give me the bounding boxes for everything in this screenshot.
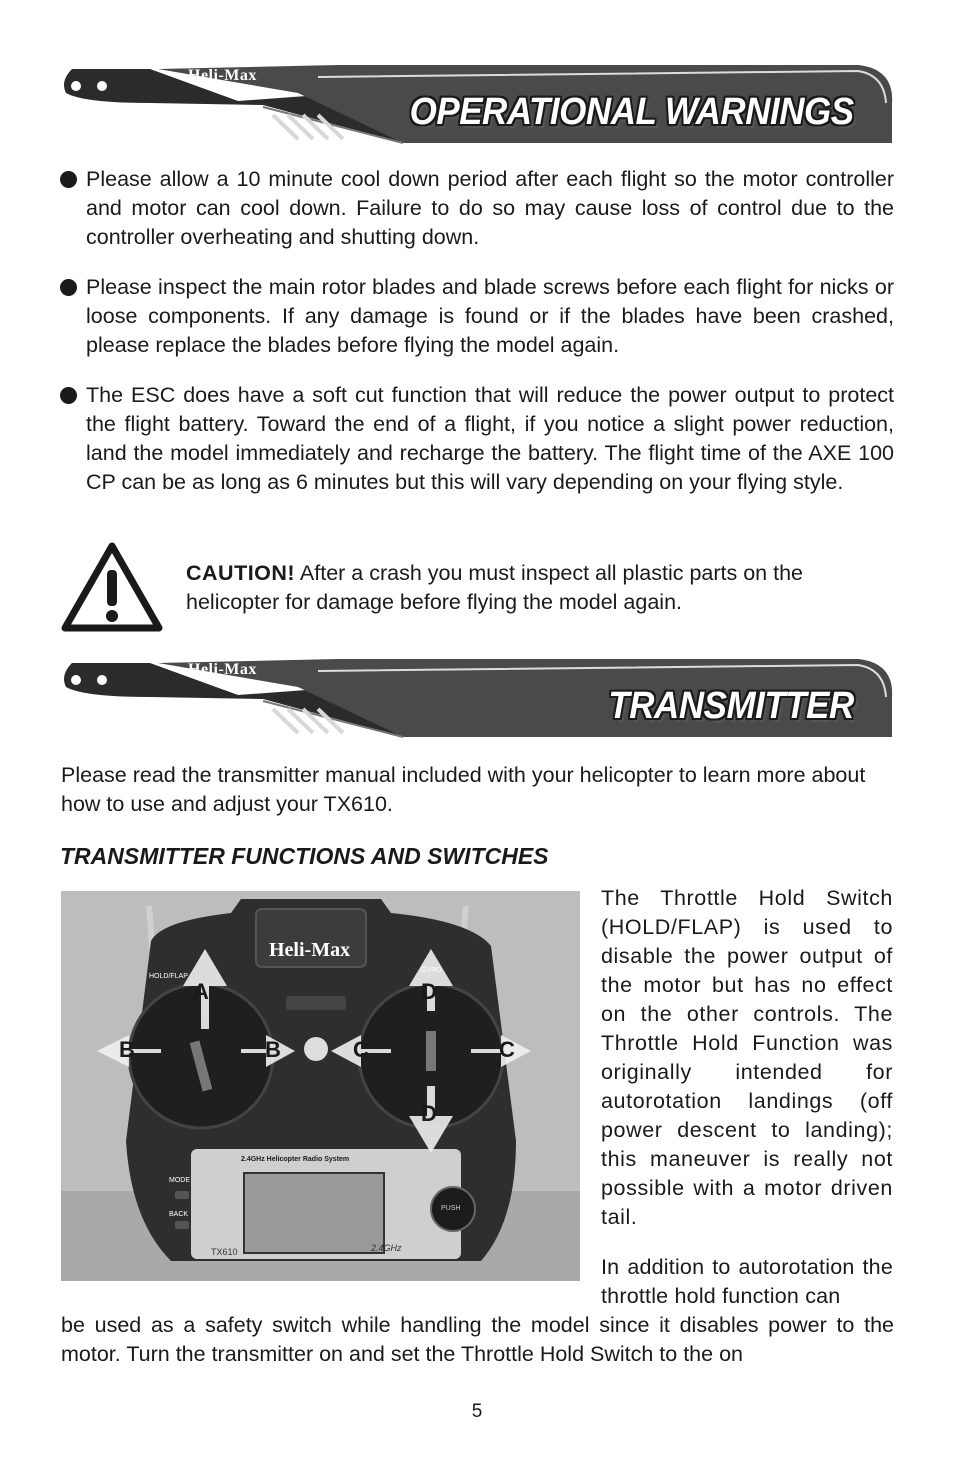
warning-triangle-icon	[60, 540, 164, 634]
photo-model-left: TX610	[211, 1247, 238, 1257]
arrow-label-b: B	[265, 1037, 281, 1062]
warning-text: The ESC does have a soft cut function that will reduce the power output to protect the flight battery. Toward the end of a flight, if you notice a slight power reduction, land the model immediately and recharge the battery. The flight time of the AXE 100 CP can be as long as 6 minutes but this will vary depending on your flying style.	[86, 383, 894, 494]
photo-push-label: PUSH	[441, 1205, 461, 1212]
photo-switch-left: HOLD/FLAP	[149, 973, 188, 980]
throttle-hold-paragraph: The Throttle Hold Switch (HOLD/FLAP) is used to disable the power output of the motor but has no effect on the other controls. The Throttle Hold Function was originally intended for autorotation landings (off power descent to landing); this maneuver is really not possible with a motor driven tail.	[601, 886, 893, 1229]
caution-label: CAUTION!	[186, 561, 296, 585]
transmitter-photo	[61, 891, 580, 1281]
warning-item	[60, 165, 894, 252]
section-title: TRANSMITTER	[608, 685, 854, 727]
photo-mode-label: MODE	[169, 1177, 190, 1184]
autorotation-paragraph: In addition to autorotation the throttle hold function can	[601, 1255, 893, 1308]
arrow-label-a: A	[193, 979, 209, 1004]
caution-box	[60, 540, 894, 635]
photo-model-right: 2.4GHz	[371, 1243, 402, 1253]
photo-back-label: BACK	[169, 1211, 189, 1218]
functions-heading: TRANSMITTER FUNCTIONS AND SWITCHES	[60, 843, 549, 869]
warning-text: Please inspect the main rotor blades and blade screws before each flight for nicks or loose components. If any damage is found or if the blades have been crashed, please replace the blades before flying the model again.	[86, 275, 894, 357]
section-banner-warnings	[58, 63, 894, 147]
bullet-icon	[60, 387, 77, 404]
arrow-label-c: C	[353, 1037, 369, 1062]
caution-text	[186, 559, 894, 617]
photo-switch-right: GYRO	[421, 967, 442, 974]
arrow-label-d: D	[421, 1101, 437, 1126]
warning-item	[60, 273, 894, 360]
bullet-icon	[60, 279, 77, 296]
section-banner-transmitter	[58, 657, 894, 741]
photo-logo: Heli-Max	[269, 939, 351, 961]
transmitter-intro: Please read the transmitter manual included with your helicopter to learn more about how to use and adjust your TX610.	[61, 763, 866, 816]
caution-body: After a crash you must inspect all plastic parts on the helicopter for damage before flying the model again.	[186, 561, 804, 614]
brand-logo: Heli-Max	[188, 661, 257, 678]
warning-item	[60, 381, 894, 497]
arrow-label-c: C	[499, 1037, 515, 1062]
photo-panel-label: 2.4GHz Helicopter Radio System	[241, 1156, 350, 1163]
page-number: 5	[471, 1401, 483, 1422]
bullet-icon	[60, 171, 77, 188]
section-title: OPERATIONAL WARNINGS	[409, 91, 854, 133]
arrow-label-b: B	[119, 1037, 135, 1062]
safety-switch-paragraph: be used as a safety switch while handling the model since it disables power to the motor. Turn the transmitter on and set the Throttle Hold Switch to the on	[61, 1313, 894, 1366]
arrow-label-d: D	[421, 979, 437, 1004]
warning-text: Please allow a 10 minute cool down period after each flight so the motor controller and motor can cool down. Failure to do so may cause loss of control due to the controller overheating and shutting down.	[86, 167, 894, 249]
brand-logo: Heli-Max	[188, 67, 257, 84]
